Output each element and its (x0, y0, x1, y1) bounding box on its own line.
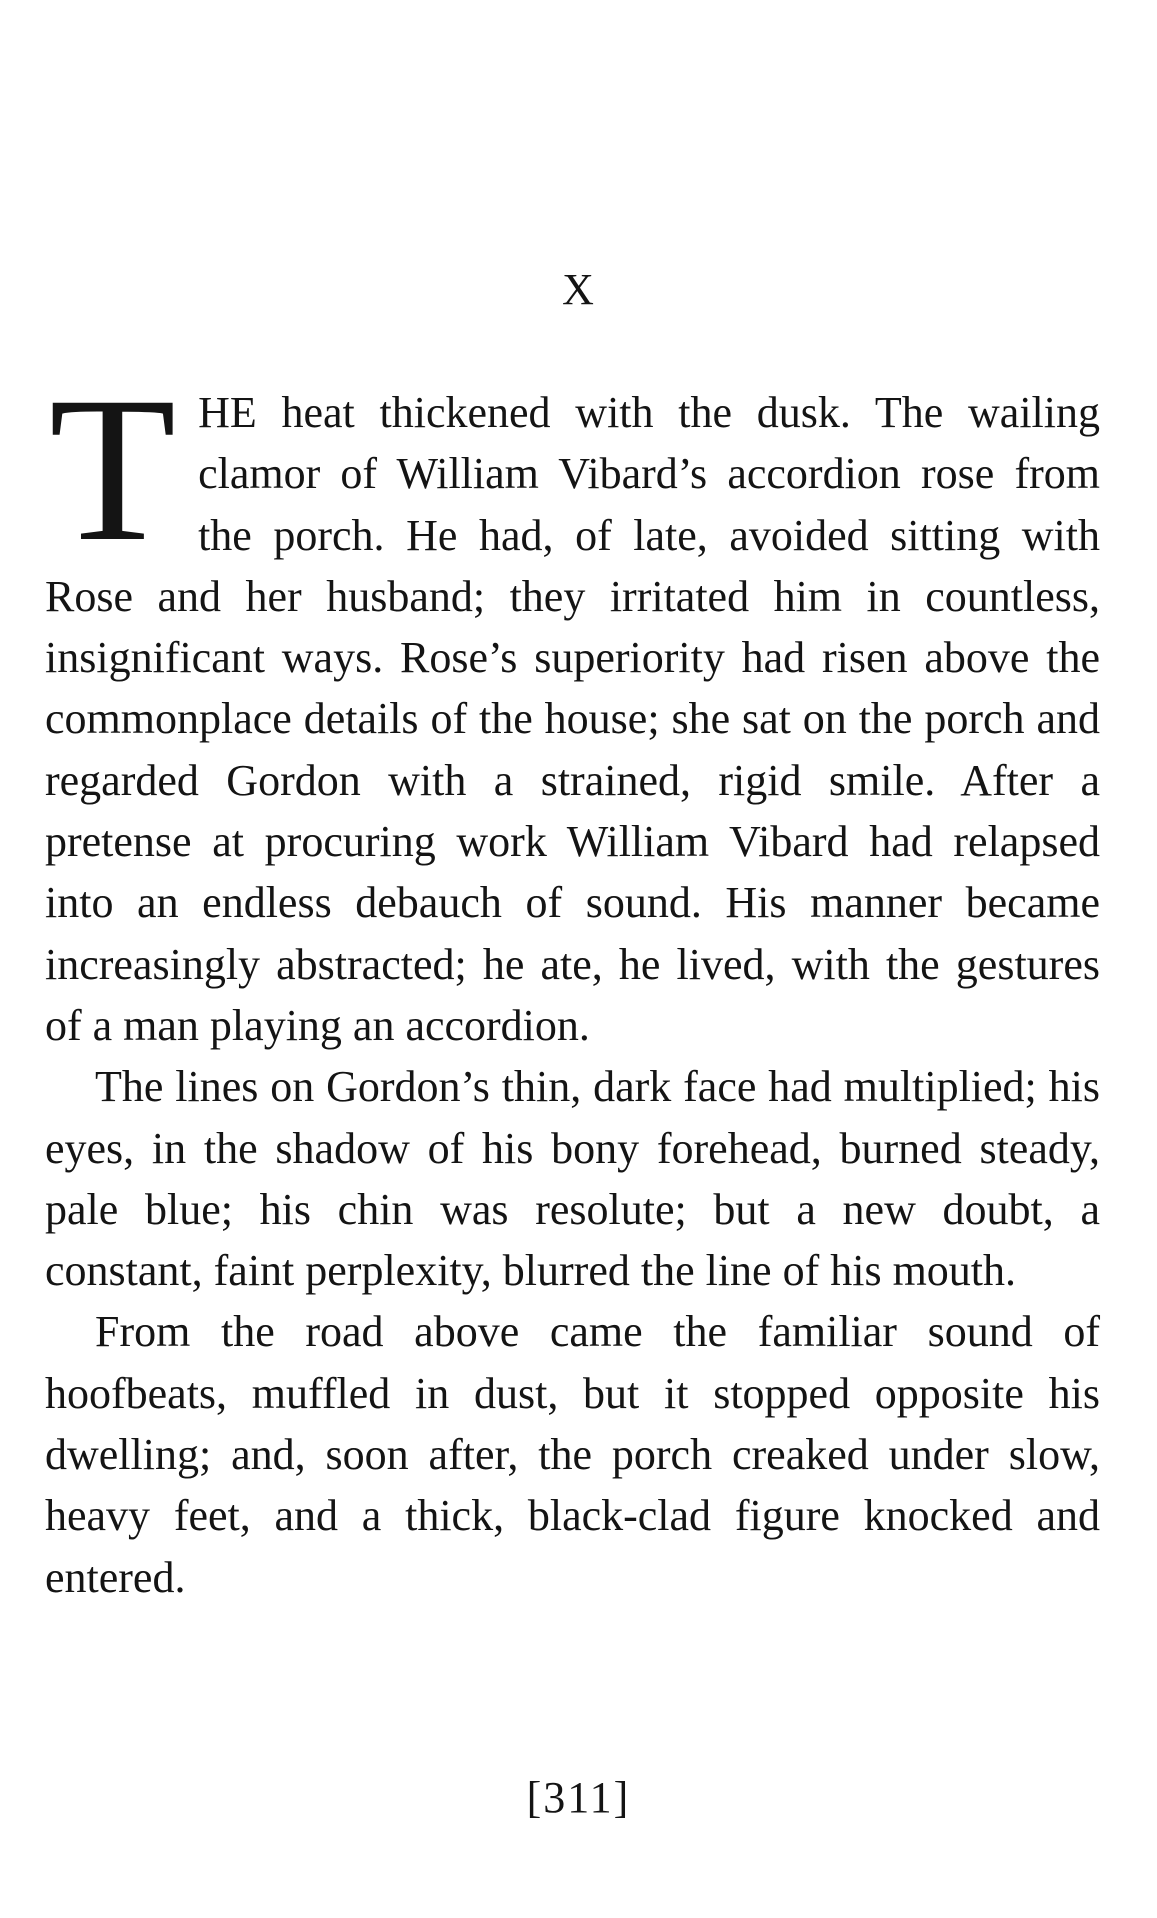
chapter-heading: X (562, 265, 595, 314)
opening-caps: HE (198, 388, 257, 437)
paragraph-1-text: heat thickened with the dusk. The wailing clamor of William Vibard’s accordion rose from the porch. He had, of late, avoided sitting with Rose and her husband; they irritated him in countless, insignificant ways. Rose’s superiority had risen above the commonplace details of the house; she sat on the porch and regarded Gordon with a strained, rigid smile. After a pretense at procuring work William Vibard had relapsed into an endless debauch of sound. His manner became increasingly abstracted; he ate, he lived, with the gestures of a man playing an accordion. (45, 388, 1100, 1050)
drop-cap: T (49, 354, 177, 584)
body-text (45, 354, 1100, 1608)
paragraph-3: From the road above came the familiar sound of hoofbeats, muffled in dust, but it stopped opposite his dwelling; and, soon after, the porch creaked under slow, heavy feet, and a thick, black-clad figure knocked and entered. (45, 1307, 1100, 1602)
paragraph-1 (45, 354, 1100, 1056)
paragraph-2: The lines on Gordon’s thin, dark face had multiplied; his eyes, in the shadow of his bony forehead, burned steady, pale blue; his chin was resolute; but a new doubt, a constant, faint perplexity, blurred the line of his mouth. (45, 1062, 1100, 1296)
page-number: [311] (526, 1773, 631, 1822)
